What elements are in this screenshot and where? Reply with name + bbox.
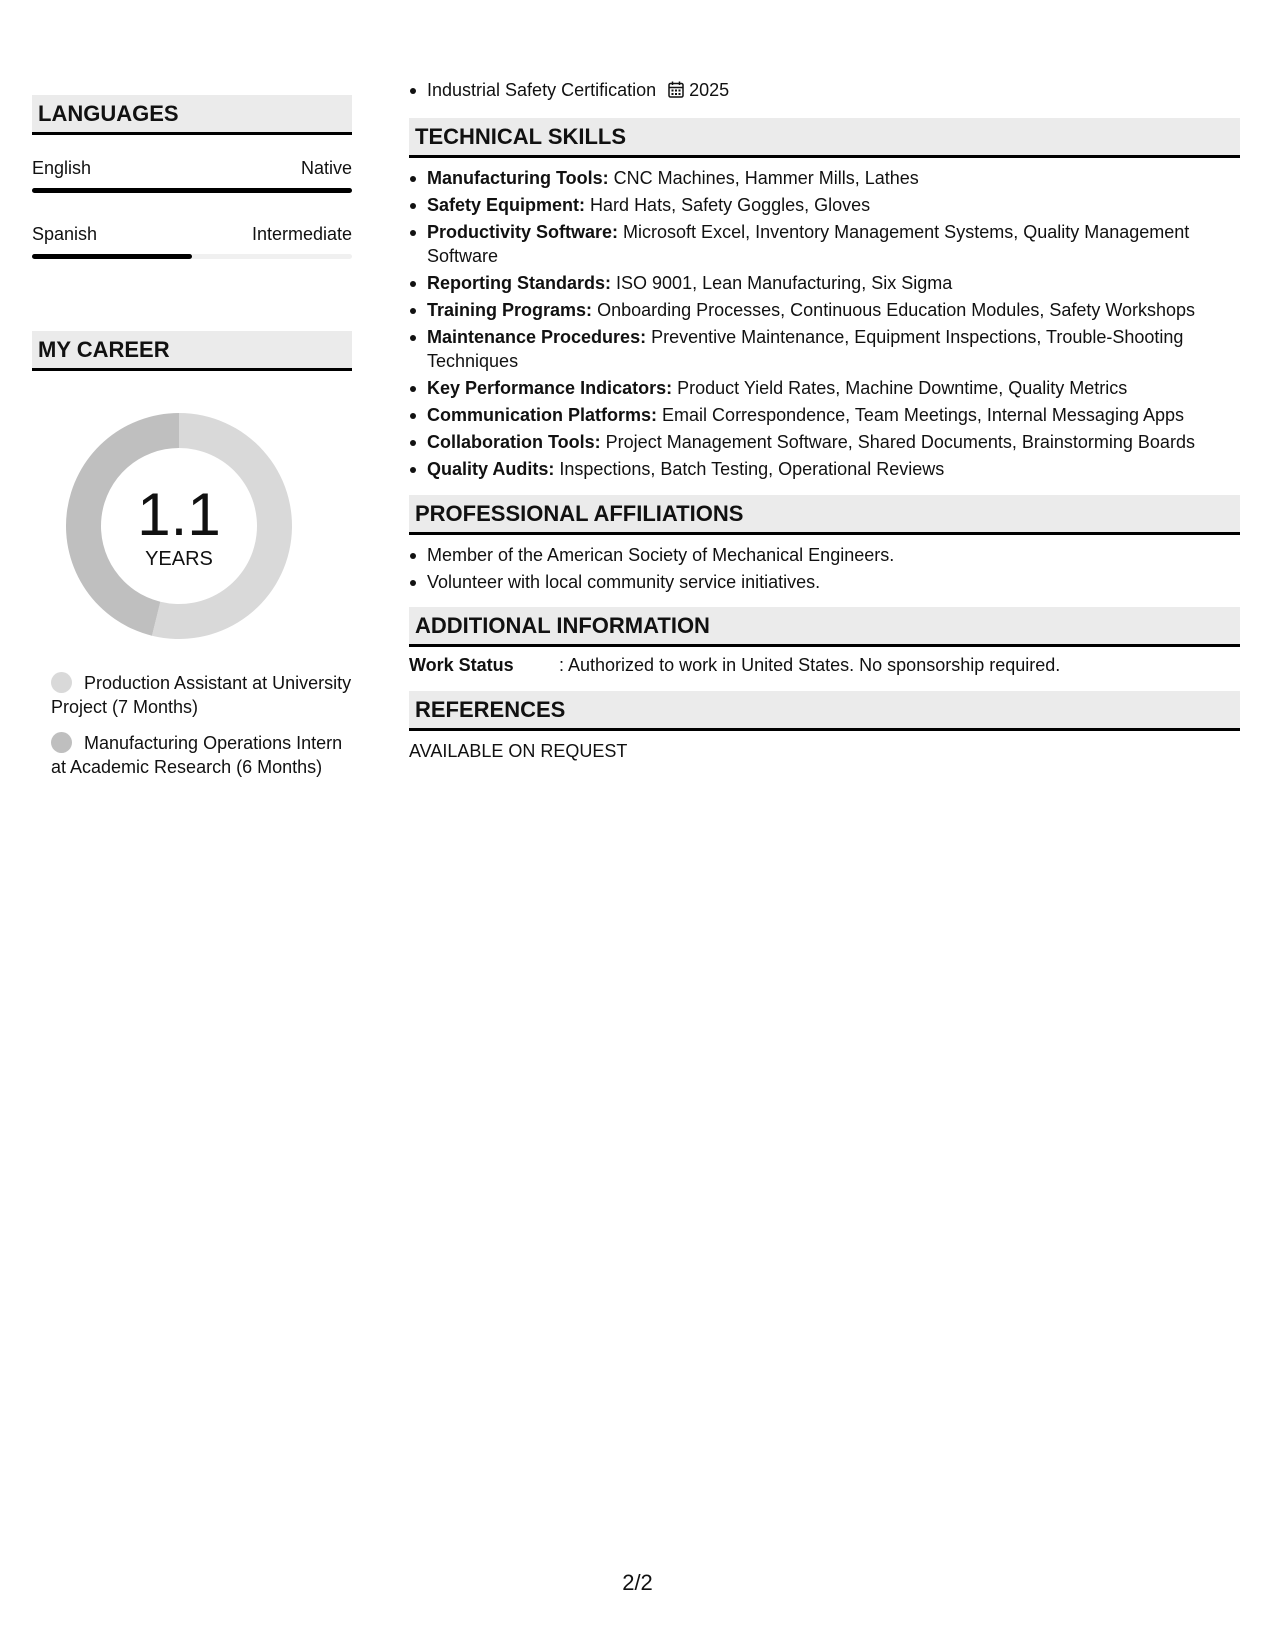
certification-name: Industrial Safety Certification [427, 80, 657, 100]
skill-value: Hard Hats, Safety Goggles, Gloves [590, 195, 871, 215]
skill-item [409, 166, 1240, 190]
career-heading: MY CAREER [32, 331, 352, 371]
work-status-label: Work Status [409, 655, 514, 675]
skill-label: Safety Equipment: [427, 195, 586, 215]
skill-label: Productivity Software: [427, 222, 619, 242]
certification-item [409, 78, 1240, 104]
career-legend-label: Production Assistant at University Project (7 Months) [51, 673, 352, 717]
skill-value: CNC Machines, Hammer Mills, Lathes [613, 168, 919, 188]
language-item-spanish [32, 223, 352, 259]
technical-skills-heading: TECHNICAL SKILLS [409, 118, 1240, 158]
skill-value: Onboarding Processes, Continuous Education Modules, Safety Workshops [597, 300, 1196, 320]
career-legend [32, 671, 352, 779]
skill-label: Maintenance Procedures: [427, 327, 647, 347]
skill-item [409, 325, 1240, 373]
skill-item [409, 193, 1240, 217]
affiliations-list [409, 543, 1240, 594]
affiliation-item: Member of the American Society of Mechanical Engineers. [409, 543, 1240, 567]
skill-value: Inspections, Batch Testing, Operational Reviews [559, 459, 945, 479]
technical-skills-list [409, 166, 1240, 481]
skill-item [409, 220, 1240, 268]
left-column [32, 95, 352, 791]
skill-item [409, 430, 1240, 454]
legend-dot-icon [51, 732, 72, 753]
right-column [409, 78, 1240, 763]
language-proficiency-bar [32, 188, 352, 193]
calendar-icon [668, 80, 684, 104]
references-text: AVAILABLE ON REQUEST [409, 741, 628, 761]
legend-dot-icon [51, 672, 72, 693]
skill-label: Collaboration Tools: [427, 432, 601, 452]
skill-label: Communication Platforms: [427, 405, 658, 425]
career-total-unit: YEARS [145, 548, 213, 570]
skill-label: Reporting Standards: [427, 273, 612, 293]
skill-item [409, 298, 1240, 322]
skill-label: Key Performance Indicators: [427, 378, 673, 398]
career-legend-item [32, 671, 352, 719]
additional-info-heading: ADDITIONAL INFORMATION [409, 607, 1240, 647]
language-level: Native [300, 158, 352, 178]
skill-value: Microsoft Excel, Inventory Management Systems, Quality Management Software [427, 222, 1190, 266]
language-name: Spanish [32, 224, 98, 244]
skill-item [409, 457, 1240, 481]
language-proficiency-bar [32, 254, 352, 259]
skill-item [409, 403, 1240, 427]
skill-label: Quality Audits: [427, 459, 555, 479]
affiliations-heading: PROFESSIONAL AFFILIATIONS [409, 495, 1240, 535]
language-proficiency-fill [32, 188, 352, 193]
language-level: Intermediate [251, 224, 352, 244]
language-name: English [32, 158, 92, 178]
affiliation-item: Volunteer with local community service initiatives. [409, 570, 1240, 594]
page-number: 2/2 [622, 1570, 653, 1595]
language-proficiency-fill [32, 254, 192, 259]
language-item-english [32, 157, 352, 193]
work-status-row [409, 653, 1240, 677]
skill-item [409, 271, 1240, 295]
work-status-value: : Authorized to work in United States. No sponsorship required. [559, 655, 1061, 675]
skill-value: Product Yield Rates, Machine Downtime, Quality Metrics [677, 378, 1128, 398]
skill-label: Training Programs: [427, 300, 593, 320]
skill-item [409, 376, 1240, 400]
skill-value: Preventive Maintenance, Equipment Inspections, Trouble-Shooting Techniques [427, 327, 1184, 371]
skill-value: ISO 9001, Lean Manufacturing, Six Sigma [616, 273, 953, 293]
career-total-value: 1.1 [137, 481, 221, 548]
skill-value: Email Correspondence, Team Meetings, Internal Messaging Apps [662, 405, 1184, 425]
skill-value: Project Management Software, Shared Documents, Brainstorming Boards [605, 432, 1195, 452]
career-donut-chart [66, 413, 292, 639]
references-heading: REFERENCES [409, 691, 1240, 731]
certifications-list [409, 78, 1240, 104]
career-legend-item [32, 731, 352, 779]
languages-heading: LANGUAGES [32, 95, 352, 135]
career-legend-label: Manufacturing Operations Intern at Academic Research (6 Months) [51, 733, 343, 777]
certification-year: 2025 [689, 80, 730, 100]
skill-label: Manufacturing Tools: [427, 168, 609, 188]
